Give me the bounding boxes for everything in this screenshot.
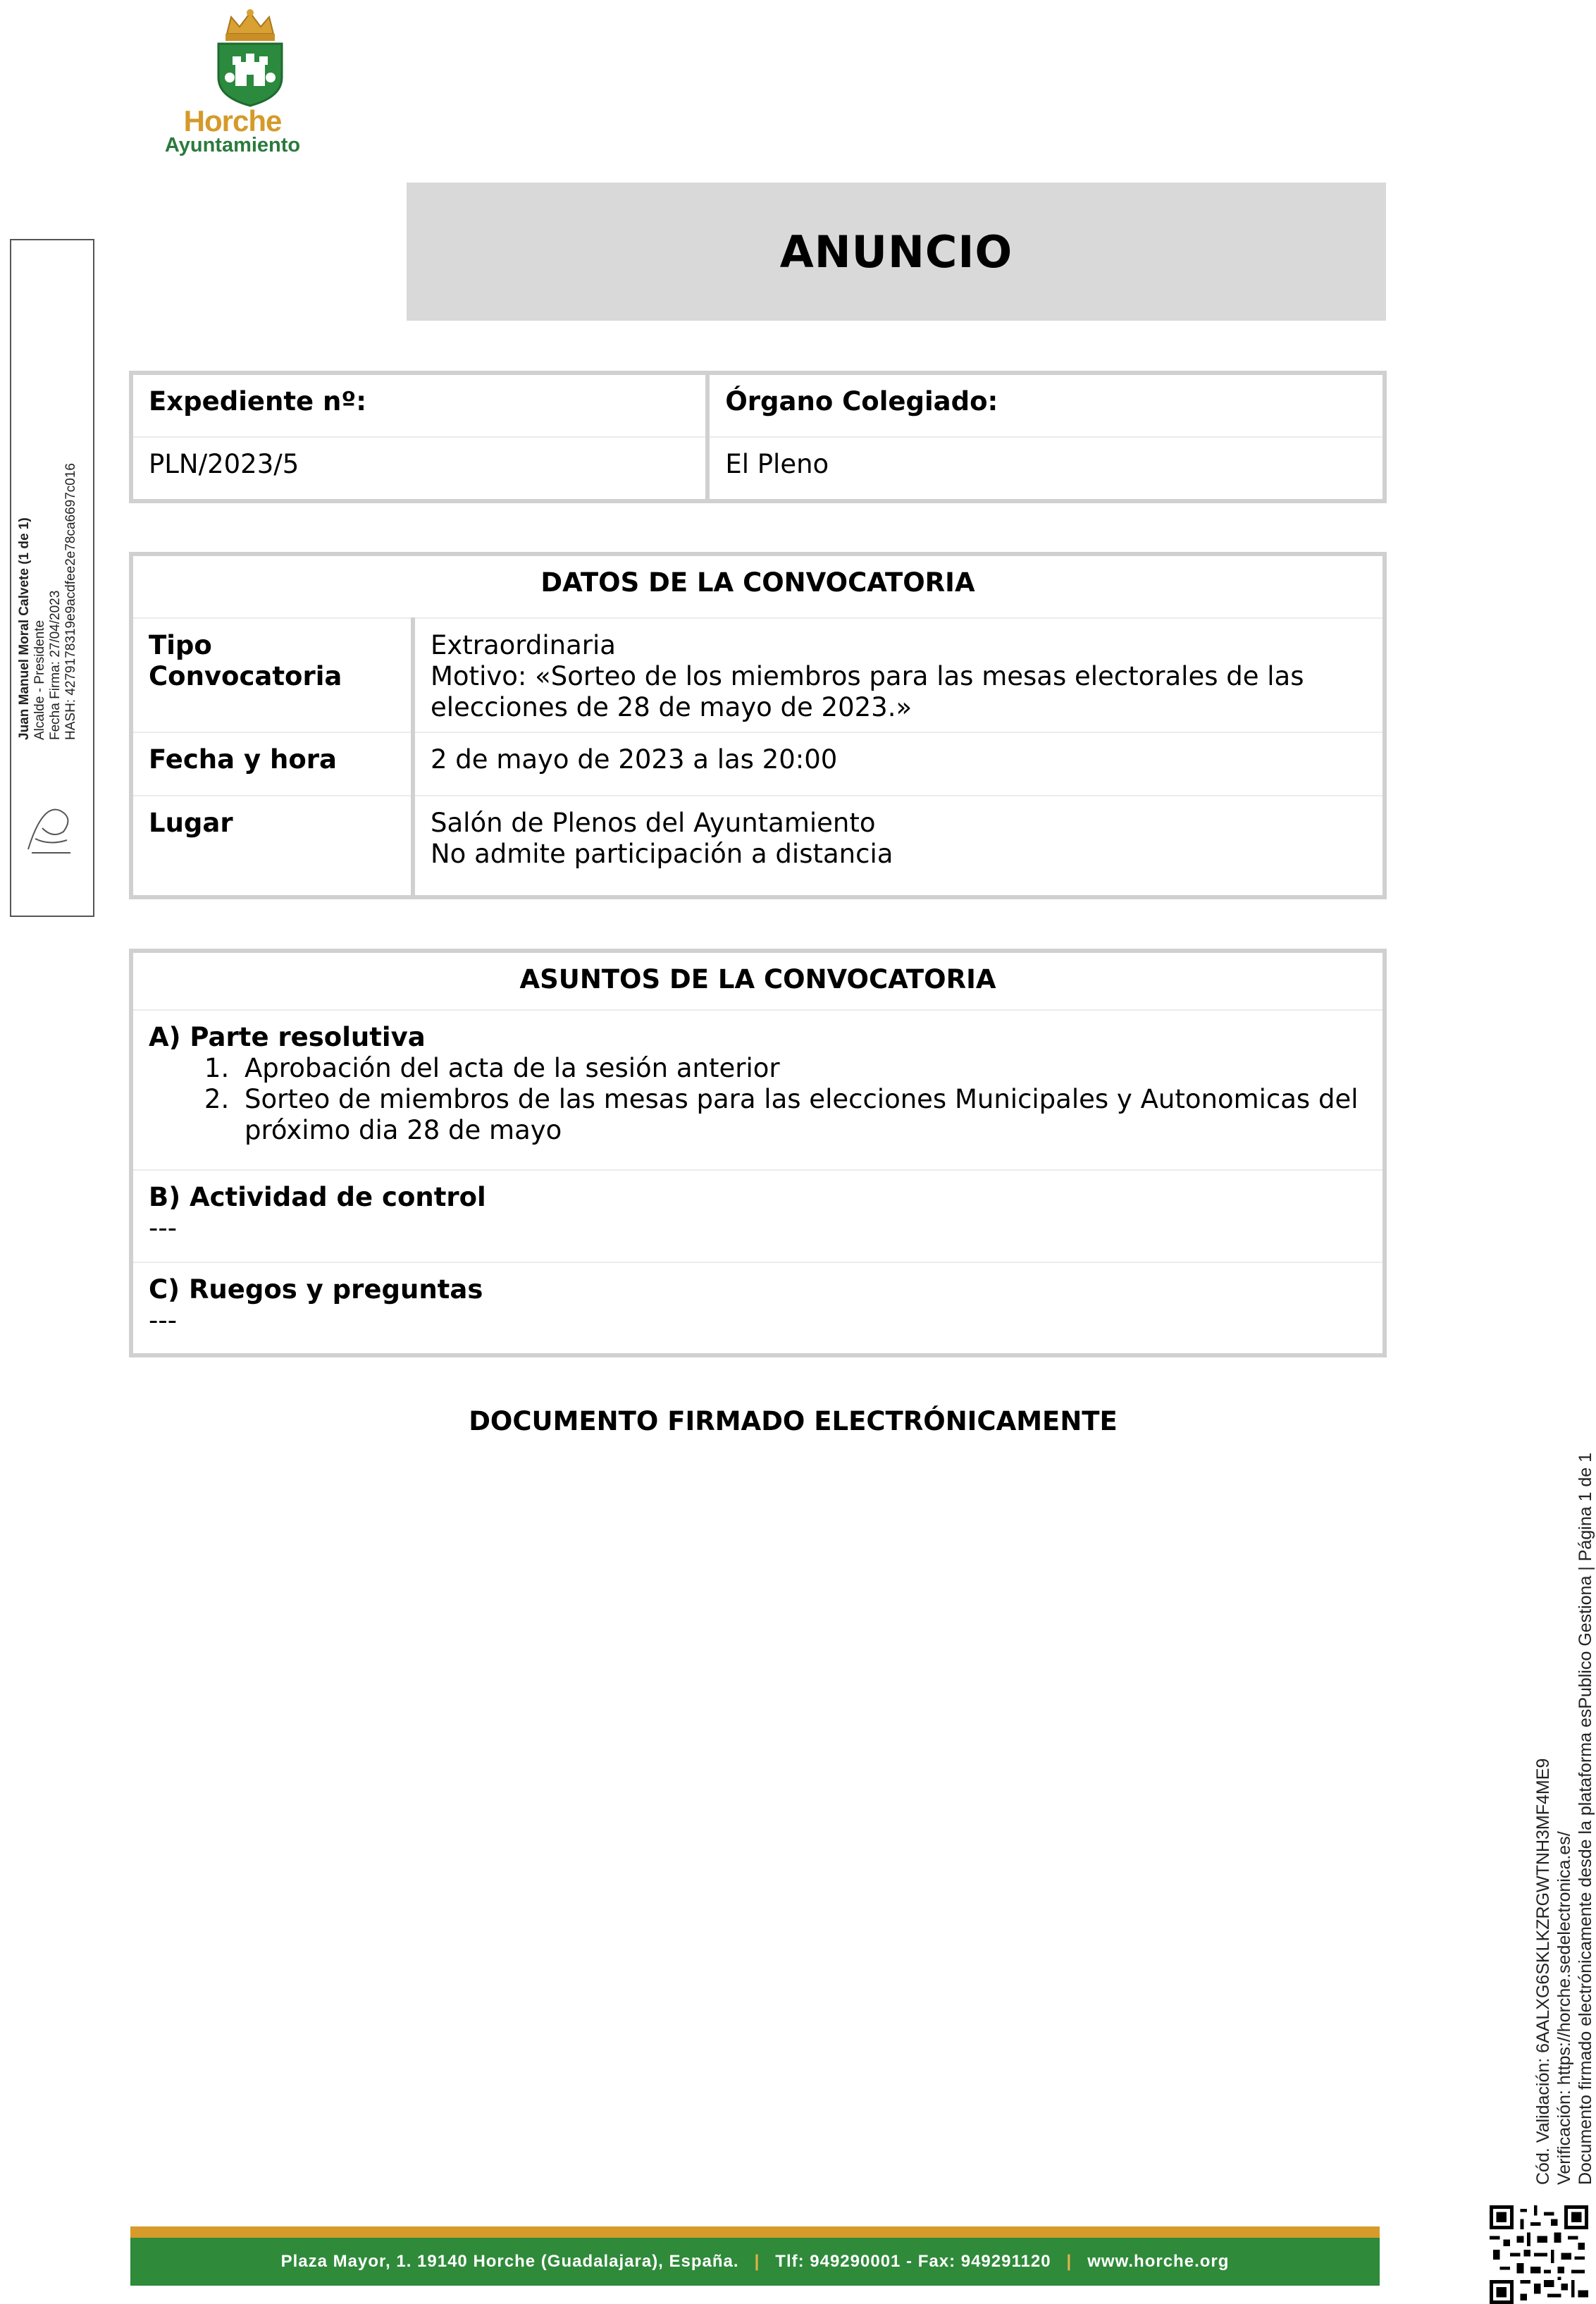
footer-web: www.horche.org <box>1087 2252 1230 2271</box>
organo-value: El Pleno <box>725 449 829 479</box>
list-item: 2. Sorteo de miembros de las mesas para las elecciones Municipales y Autonomicas del próximo dia 28 de mayo <box>237 1084 1367 1146</box>
tipo-label-line1: Tipo <box>149 630 212 661</box>
verification-url: Verificación: https://horche.sedelectronica.es/ <box>1554 1831 1574 2185</box>
electronic-signature-notice: DOCUMENTO FIRMADO ELECTRÓNICAMENTE <box>469 1406 1118 1436</box>
organo-label: Órgano Colegiado: <box>707 373 1385 437</box>
asuntos-heading: ASUNTOS DE LA CONVOCATORIA <box>131 951 1385 1010</box>
footer-separator: | <box>754 2252 760 2271</box>
lugar-label: Lugar <box>131 796 413 897</box>
list-item: 1. Aprobación del acta de la sesión anterior <box>237 1053 1367 1084</box>
handwritten-signature-icon <box>21 796 78 860</box>
footer-bar <box>130 2238 1380 2286</box>
logo-name: Horche <box>183 104 282 137</box>
signer-role: Alcalde - Presidente <box>32 620 47 740</box>
validation-code: Cód. Validación: 6AALXG6SKLKZRGWTNH3MF4ME9 <box>1533 1758 1553 2185</box>
footer-separator: | <box>1066 2252 1072 2271</box>
tipo-label-line2: Convocatoria <box>149 661 342 692</box>
signature-hash: HASH: 4279178319e9acdfee2e78ca6697c016 <box>63 463 78 740</box>
signature-date: Fecha Firma: 27/04/2023 <box>48 590 63 740</box>
fecha-label: Fecha y hora <box>131 732 413 795</box>
motivo-value: Motivo: «Sorteo de los miembros para las mesas electorales de las elecciones de 28 de mayo de 2023.» <box>431 661 1304 723</box>
section-b-heading: B) Actividad de control <box>149 1182 486 1213</box>
expediente-value: PLN/2023/5 <box>131 437 707 501</box>
lugar-value-line1: Salón de Plenos del Ayuntamiento <box>431 807 876 838</box>
section-c-value: --- <box>149 1305 178 1336</box>
expediente-label: Expediente nº: <box>131 373 707 437</box>
lugar-value-line2: No admite participación a distancia <box>431 838 893 869</box>
datos-heading: DATOS DE LA CONVOCATORIA <box>131 554 1385 618</box>
expediente-table <box>129 371 1387 503</box>
section-a-list <box>149 1053 1367 1146</box>
platform-notice: Documento firmado electrónicamente desde la plataforma esPublico Gestiona | Página 1 de 1 <box>1576 1452 1595 2185</box>
tipo-value: Extraordinaria <box>431 630 616 661</box>
footer-address: Plaza Mayor, 1. 19140 Horche (Guadalajara), España. <box>280 2252 739 2271</box>
qr-code-icon <box>1490 2205 1588 2304</box>
section-b-value: --- <box>149 1213 178 1244</box>
section-c-heading: C) Ruegos y preguntas <box>149 1274 483 1305</box>
footer-gold-bar <box>130 2226 1380 2238</box>
section-a-heading: A) Parte resolutiva <box>149 1021 426 1052</box>
logo-subtitle: Ayuntamiento <box>164 134 301 156</box>
title-banner <box>407 183 1386 321</box>
footer-phone: Tlf: 949290001 - Fax: 949291120 <box>775 2252 1051 2271</box>
page-title: ANUNCIO <box>779 226 1013 278</box>
datos-convocatoria-table <box>129 552 1387 899</box>
fecha-value: 2 de mayo de 2023 a las 20:00 <box>413 732 1385 795</box>
asuntos-convocatoria-table <box>129 949 1387 1357</box>
signer-name: Juan Manuel Moral Calvete (1 de 1) <box>17 517 32 740</box>
